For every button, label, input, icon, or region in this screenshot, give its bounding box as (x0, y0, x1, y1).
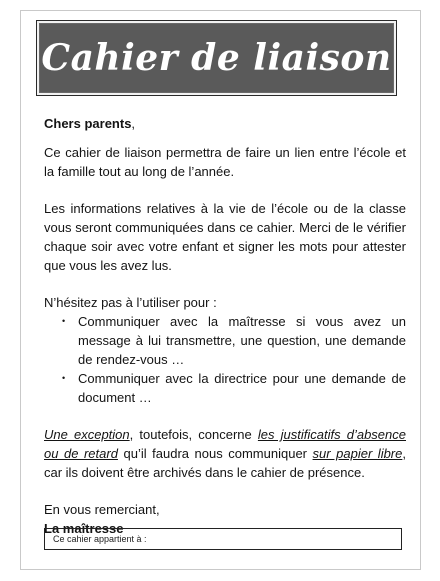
absence-justification: les justificatifs d’absence ou de retard (44, 427, 406, 461)
title-banner (36, 20, 397, 96)
exception-label: Une exception (44, 427, 130, 442)
exception-text-2: qu’il faudra nous communiquer (117, 446, 313, 461)
list-item-text: Communiquer avec la maîtresse si vous avez un message à lui transmettre, une question, une demande de rendez-vous … (78, 314, 406, 367)
signature: La maîtresse (44, 521, 124, 536)
paragraph-exception (44, 425, 406, 482)
page-title: Cahier de liaison (41, 37, 392, 79)
greeting-comma: , (131, 116, 136, 131)
greeting (44, 114, 406, 133)
greeting-label: Chers parents (44, 116, 132, 131)
exception-text-3: , car ils doivent être archivés dans le cahier de présence. (44, 446, 406, 480)
owner-label: Ce cahier appartient à : (53, 534, 147, 544)
free-paper: sur papier libre (312, 446, 403, 461)
paragraph-usage-intro: N’hésitez pas à l’utiliser pour : (44, 295, 217, 310)
closing: En vous remerciant, (44, 502, 160, 517)
bullet-icon: • (62, 316, 66, 326)
paragraph-information: Les informations relatives à la vie de l’école ou de la classe vous seront communiquées dans ce cahier. Merci de le vérifier chaque soir avec votre enfant et signer les mots pour attester que vous les avez lus. (44, 201, 406, 273)
owner-field[interactable] (44, 528, 402, 550)
list-item (44, 369, 406, 407)
list-item (44, 312, 406, 369)
usage-list (44, 312, 406, 407)
bullet-icon: • (62, 373, 66, 383)
exception-text-1: , toutefois, concerne (129, 427, 258, 442)
list-item-text: Communiquer avec la directrice pour une demande de document … (78, 371, 406, 405)
letter-body (44, 114, 406, 538)
paragraph-intro: Ce cahier de liaison permettra de faire un lien entre l’école et la famille tout au long de l’année. (44, 145, 406, 179)
